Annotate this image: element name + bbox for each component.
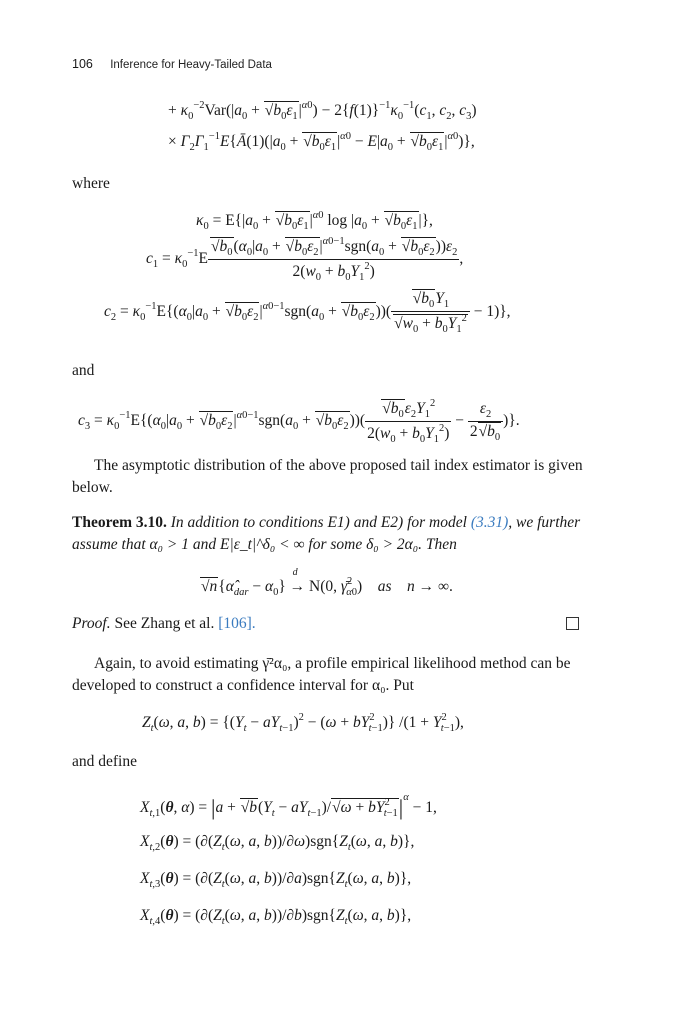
equation-Xt4: $X_{t,4}(\theta) = (\partial(Z_t(\omega$, a, $b))/\partial b)sgn\{Z_t(\omega$, a, b)}, bbox=[140, 907, 412, 927]
equation-continuation-line1: + $\kappa_0^{-2}Var(|a_0 + √b_0\varepsilon_1|^{\alpha 0}) - 2\{f(1)\}^{-1}\kappa_0^{-1}(c_1$, $c_2$, $c_3$) bbox=[168, 100, 477, 122]
paragraph-profile-el: Again, to avoid estimating γ̄²α₀, a profile empirical likelihood method can be developed to construct a confidence interval for α₀. Put bbox=[72, 655, 571, 694]
proof-text: See Zhang et al. bbox=[114, 615, 215, 632]
paragraph-asymptotic: The asymptotic distribution of the above proposed tail index estimator is given below. bbox=[72, 457, 583, 496]
text-and: and bbox=[72, 362, 95, 379]
equation-Xt3: $X_{t,3}(\theta) = (\partial(Z_t(\omega$, a, $b))/\partial a)sgn\{Z_t(\omega$, a, b)}, bbox=[140, 870, 412, 890]
theorem-body-b: , we further assume that α₀ > 1 and E|ε_t|^δ₀ < ∞ for some δ₀ > 2α₀. Then bbox=[72, 514, 581, 553]
equation-asymptotic-normality: $√n\{\alphâ_{dar} - \alpha_0\}$ d → N(0, γ̄$^2_{\alpha 0}$) as n → ∞. bbox=[201, 567, 453, 598]
text-where: where bbox=[72, 175, 110, 192]
equation-c3: $c_3 = \kappa_0^{-1}E\{(\alpha_0|a_0 + √b_0\varepsilon_2|^{\alpha 0-1}sgn(a_0 + √b_0\varepsilon_2))$( $\frac{√b_0\varepsilon_2Y_1^2}{2(w_0 + b_0Y_1^2)}$ − $\frac{\varepsilon_2}{2√b_0}$ )}. bbox=[78, 398, 520, 445]
equation-c1: $c_1 = \kappa_0^{-1}E$ $\frac{√b_0(\alpha_0|a_0 + √b_0\varepsilon_2|^{\alpha 0-1}sgn(a_0 + √b_0\varepsilon_2))\varepsilon_2}{2(w_0 + b_0Y_1^2)}$ , bbox=[146, 236, 464, 283]
equation-Xt1: $X_{t,1}(\theta$, $\alpha) = |a + √b(Y_t - aY_{t-1})/√\omega + bY^2_{t-1}|^\alpha - 1$, bbox=[140, 792, 437, 820]
qed-square-icon bbox=[566, 617, 579, 630]
proof-line bbox=[72, 613, 256, 635]
running-title: Inference for Heavy-Tailed Data bbox=[110, 59, 272, 71]
text-and-define: and define bbox=[72, 753, 137, 770]
theorem-label: Theorem 3.10. bbox=[72, 514, 167, 531]
theorem-body-a: In addition to conditions E1) and E2) for model bbox=[170, 514, 467, 531]
equation-Zt: $Z_t(\omega$, a, $b) = \{(Y_t - aY_{t-1})^2 - (\omega + bY^2_{t-1})\} /(1 + Y^2_{t-1})$, bbox=[142, 712, 464, 734]
proof-label: Proof. bbox=[72, 615, 111, 632]
text-as: as bbox=[377, 578, 392, 595]
theorem-equation-ref[interactable]: (3.31) bbox=[470, 514, 509, 531]
page-header bbox=[72, 57, 272, 71]
equation-Xt2: $X_{t,2}(\theta) = (\partial(Z_t(\omega$, a, $b))/\partial\omega)sgn\{Z_t(\omega$, a, b)}, bbox=[140, 833, 415, 853]
equation-continuation-line2: × $\Gamma_2\Gamma_1^{-1}E\{Ā(1)(|a_0 + √b_0\varepsilon_1|^{\alpha 0} - E|a_0 + √b_0\varepsilon_1|^{\alpha 0})\}$, bbox=[168, 131, 475, 153]
theorem-3-10 bbox=[72, 512, 584, 556]
equation-c2: $c_2 = \kappa_0^{-1}E\{(\alpha_0|a_0 + √b_0\varepsilon_2|^{\alpha 0-1}sgn(a_0 + √b_0\varepsilon_2))$( $\frac{√b_0Y_1}{√w_0 + b_0Y_1^2}$ − 1)}, bbox=[104, 290, 511, 335]
equation-kappa0: $\kappa_0 = E\{|a_0 + √b_0\varepsilon_1|^{\alpha 0}$ $\log |a_0 + √b_0\varepsilon_1|$}, bbox=[196, 210, 433, 232]
page-number: 106 bbox=[72, 57, 93, 71]
proof-citation[interactable]: [106]. bbox=[218, 615, 256, 632]
